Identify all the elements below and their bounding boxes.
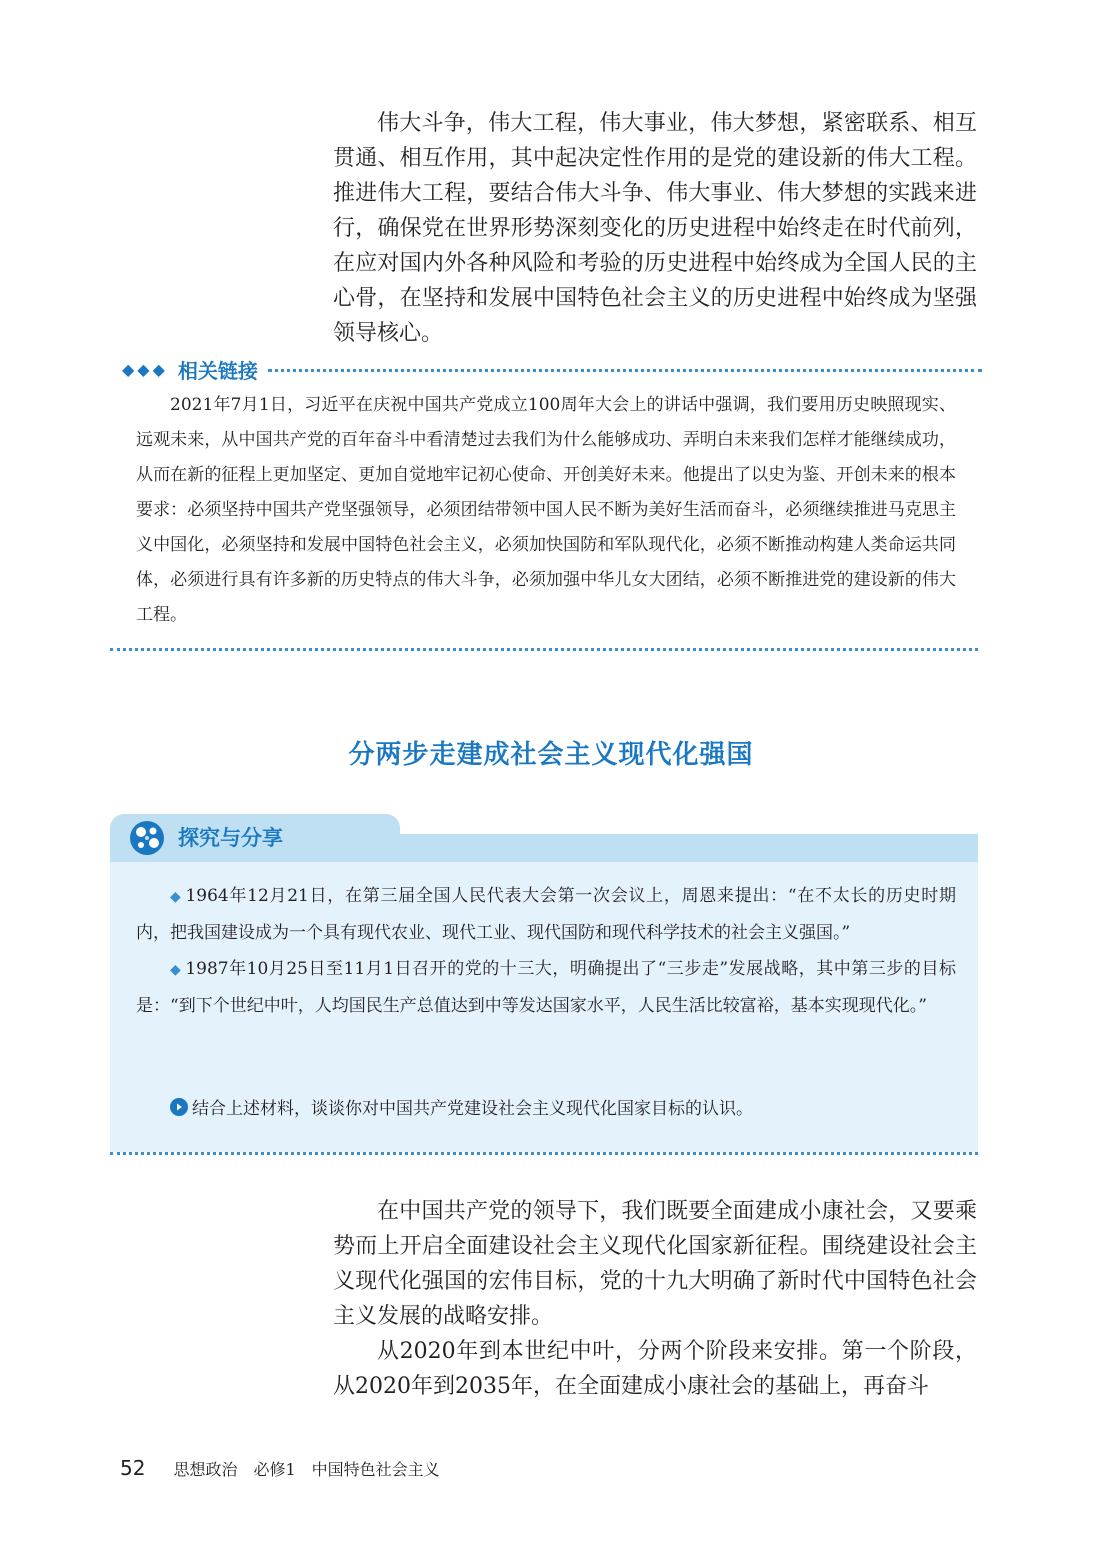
paragraph: 伟大斗争，伟大工程，伟大事业，伟大梦想，紧密联系、相互贯通、相互作用，其中起决定性作用的是党的建设新的伟大工程。推进伟大工程，要结合伟大斗争、伟大事业、伟大梦想的实践来进行，确保党在世界形势深刻变化的历史进程中始终走在时代前列，在应对国内外各种风险和考验的历史进程中始终成为全国人民的主心骨，在坚持和发展中国特色社会主义的历史进程中始终成为坚强领导核心。 — [333, 111, 977, 346]
discussion-icon — [128, 819, 166, 857]
main-text-bottom — [333, 1194, 977, 1404]
page-footer — [120, 1456, 440, 1480]
question-text: 结合上述材料，谈谈你对中国共产党建设社会主义现代化国家目标的认识。 — [192, 1099, 753, 1119]
section-title: 分两步走建成社会主义现代化强国 — [348, 740, 754, 770]
related-link-text: 2021年7月1日，习近平在庆祝中国共产党成立100周年大会上的讲话中强调，我们要用历史映照现实、远观未来，从中国共产党的百年奋斗中看清楚过去我们为什么能够成功、弄明白未来我们怎样才能继续成功，从而在新的征程上更加坚定、更加自觉地牢记初心使命、开创美好未来。他提出了以史为鉴、开创未来的根本要求：必须坚持中国共产党坚强领导，必须团结带领中国人民不断为美好生活而奋斗，必须继续推进马克思主义中国化，必须坚持和发展中国特色社会主义，必须加快国防和军队现代化，必须不断推动构建人类命运共同体，必须进行具有许多新的历史特点的伟大斗争，必须加强中华儿女大团结，必须不断推进党的建设新的伟大工程。 — [136, 395, 956, 625]
diamond-icons: ◆◆◆ — [122, 359, 168, 379]
main-text-top — [333, 106, 977, 351]
explore-body — [136, 878, 956, 1024]
explore-question — [170, 1094, 753, 1119]
paragraph: 在中国共产党的领导下，我们既要全面建成小康社会，又要乘势而上开启全面建设社会主义现代化国家新征程。围绕建设社会主义现代化强国的宏伟目标，党的十九大明确了新时代中国特色社会主义发展的战略安排。 — [333, 1199, 977, 1329]
related-link-title: 相关链接 — [177, 358, 258, 383]
explore-item: ◆ 1987年10月25日至11月1日召开的党的十三大，明确提出了“三步走”发展战略，其中第三步的目标是：“到下个世纪中叶，人均国民生产总值达到中等发达国家水平，人民生活比较富裕，基本实现现代化。” — [136, 959, 956, 1016]
dotted-divider — [110, 648, 978, 651]
diamond-icon: ◆ — [170, 962, 182, 978]
paragraph: 从2020年到本世纪中叶，分两个阶段来安排。第一个阶段，从2020年到2035年，在全面建成小康社会的基础上，再奋斗 — [333, 1339, 977, 1399]
page-number: 52 — [120, 1456, 146, 1480]
diamond-icon: ◆ — [170, 889, 182, 905]
related-link-body — [136, 388, 956, 633]
explore-item: ◆ 1964年12月21日，在第三届全国人民代表大会第一次会议上，周恩来提出：“在不太长的历史时期内，把我国建设成为一个具有现代农业、现代工业、现代国防和现代科学技术的社会主义强国。” — [136, 886, 956, 943]
explore-title: 探究与分享 — [178, 826, 283, 850]
dotted-divider — [110, 1152, 978, 1155]
play-arrow-icon — [170, 1098, 188, 1116]
related-link-header — [122, 352, 982, 386]
dotted-divider — [268, 369, 982, 372]
book-title: 思想政治 必修1 中国特色社会主义 — [173, 1460, 440, 1479]
